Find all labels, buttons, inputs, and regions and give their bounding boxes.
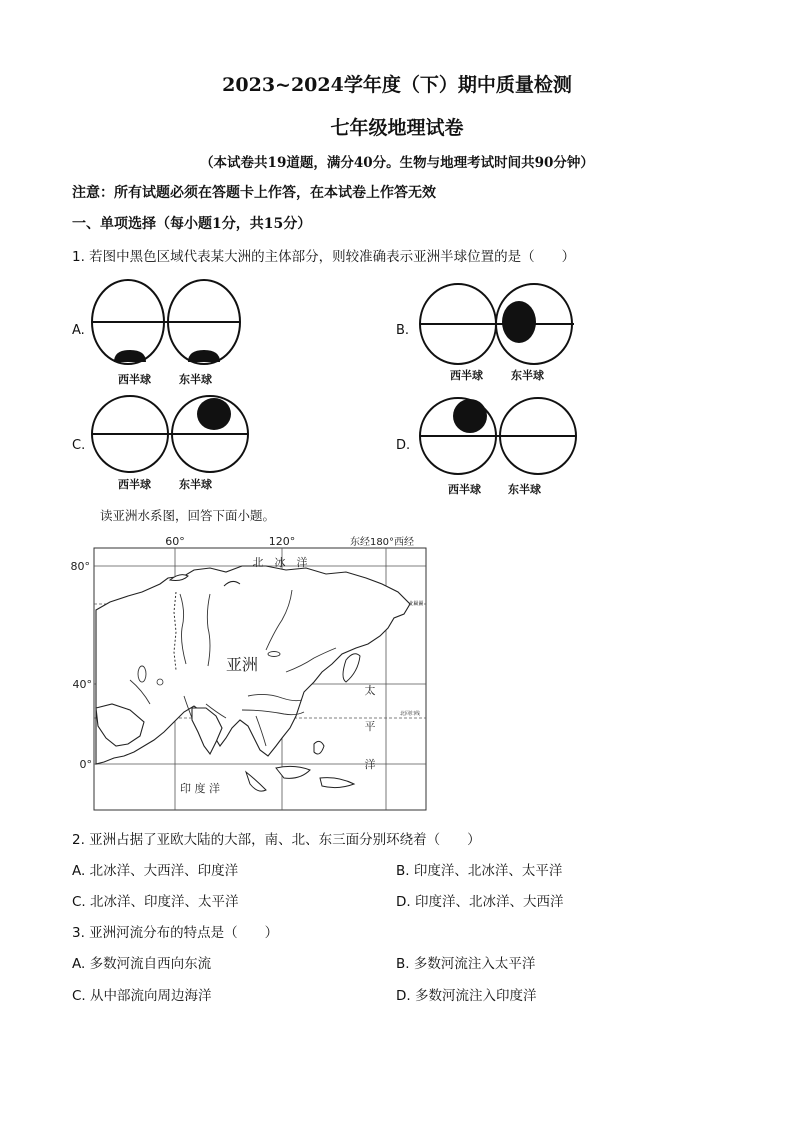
question-3-option-d: D. 多数河流注入印度洋 [396,988,537,1004]
asia-label: 亚洲 [225,655,259,674]
question-3-option-a: A. 多数河流自西向东流 [72,956,212,972]
option-a-hemispheres [90,276,250,368]
arctic-circle-label: 北极圈 [408,601,424,607]
exam-subtitle: 七年级地理试卷 [330,117,464,139]
map-intro: 读亚洲水系图，回答下面小题。 [100,508,276,523]
lon-label-120: 120° [268,535,296,548]
question-3-option-b: B. 多数河流注入太平洋 [396,956,536,972]
option-d-letter: D. [396,438,411,453]
question-1-stem: 1. 若图中黑色区域代表某大洲的主体部分，则较准确表示亚洲半球位置的是（ ） [72,249,576,265]
question-3-stem: 3. 亚洲河流分布的特点是（ ） [72,925,279,941]
option-d-hemispheres [418,396,582,476]
exam-title: 2023~2024学年度（下）期中质量检测 [222,74,572,96]
option-d-east-label: 东半球 [508,483,541,496]
lake-baikal [268,652,280,657]
question-2-stem: 2. 亚洲占据了亚欧大陆的大部，南、北、东三面分别环绕着（ ） [72,832,481,848]
option-a-east-label: 东半球 [179,373,212,386]
option-c-letter: C. [72,438,86,453]
option-c-west-label: 西半球 [118,478,151,491]
exam-notice: 注意：所有试题必须在答题卡上作答，在本试卷上作答无效 [72,185,436,201]
arctic-ocean-label: 北 冰 洋 [252,556,308,569]
lat-label-40: 40° [72,678,92,691]
pacific-label-3: 洋 [364,758,376,771]
continent-shape-west [114,350,146,362]
asia-water-system-map [70,532,430,814]
pacific-label-1: 太 [364,684,376,697]
option-c-east-label: 东半球 [179,478,212,491]
lat-label-80: 80° [70,560,90,573]
question-2-option-d: D. 印度洋、北冰洋、大西洋 [396,894,564,910]
lon-label-60: 60° [165,535,185,548]
caspian-sea [138,666,146,682]
option-d-west-label: 西半球 [448,483,481,496]
continent-shape-east [502,301,536,343]
lat-label-0: 0° [79,758,92,771]
continent-shape-east [197,398,231,430]
tropic-label: 北回归线 [399,711,421,717]
question-3-option-c: C. 从中部流向周边海洋 [72,988,212,1004]
option-a-west-label: 西半球 [118,373,151,386]
exam-info: （本试卷共19道题，满分40分。生物与地理考试时间共90分钟） [200,155,594,171]
lon-label-180: 东经180°西经 [349,537,415,548]
aral-sea [157,679,163,685]
section-heading: 一、单项选择（每小题1分，共15分） [72,216,312,232]
continent-shape-east [188,350,220,362]
option-a-letter: A. [72,323,85,338]
question-2-option-b: B. 印度洋、北冰洋、太平洋 [396,863,563,879]
option-b-west-label: 西半球 [450,369,483,382]
continent-shape-west [453,399,487,433]
option-b-hemispheres [418,280,578,372]
option-b-east-label: 东半球 [511,369,544,382]
option-b-letter: B. [396,323,410,338]
question-2-option-a: A. 北冰洋、大西洋、印度洋 [72,863,239,879]
pacific-label-2: 平 [364,720,376,733]
question-2-option-c: C. 北冰洋、印度洋、太平洋 [72,894,239,910]
indian-ocean-label: 印 度 洋 [180,782,220,795]
option-c-hemispheres [90,394,252,474]
